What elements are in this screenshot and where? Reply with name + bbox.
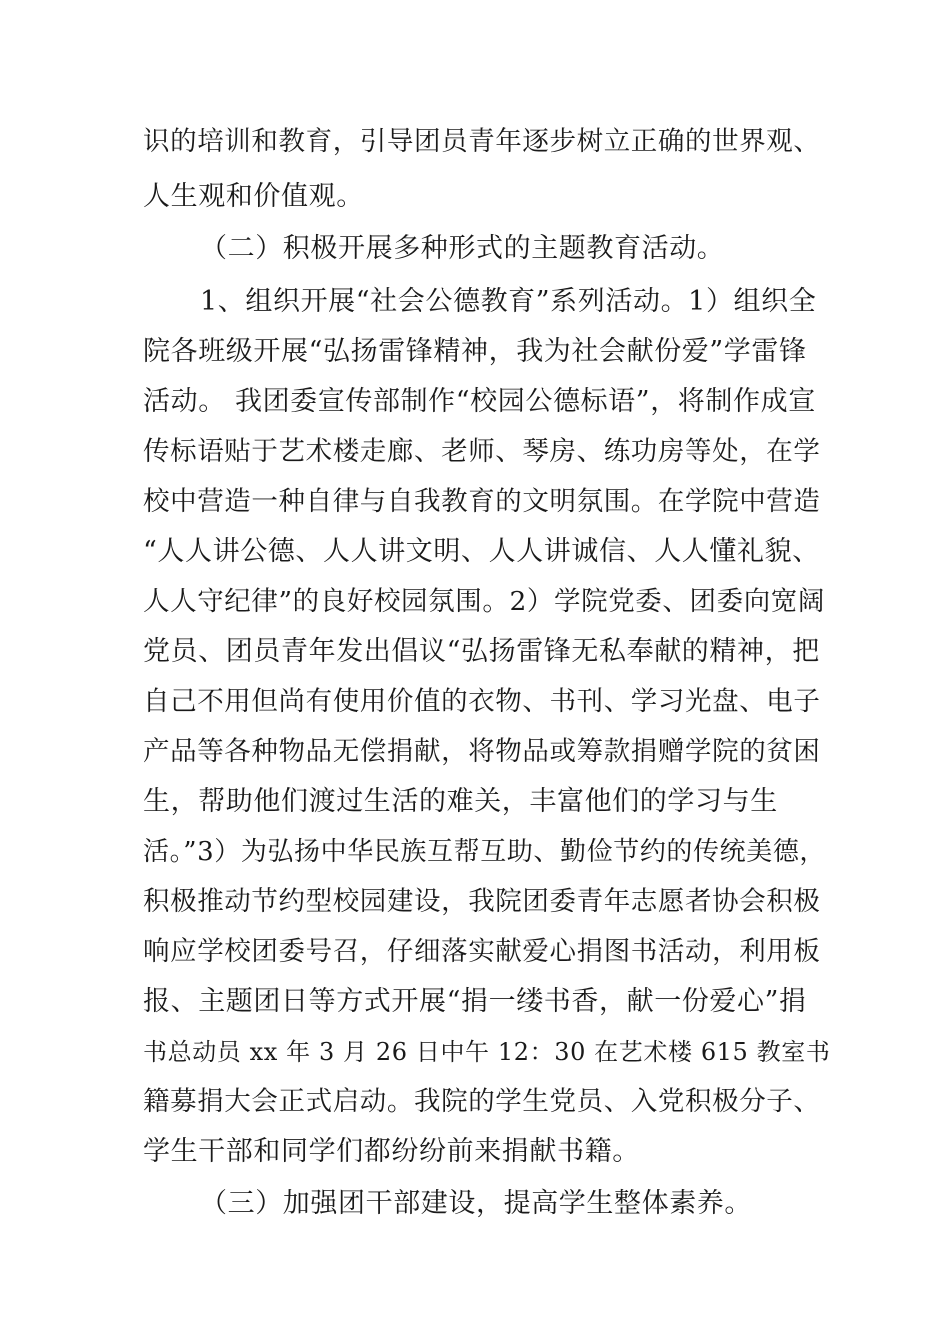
- text-line: “人人讲公德、人人讲文明、人人讲诚信、人人懂礼貌、: [143, 536, 820, 567]
- text-line: 校中营造一种自律与自我教育的文明氛围。在学院中营造: [143, 486, 821, 517]
- text-line: 积极推动节约型校园建设，我院团委青年志愿者协会积极: [143, 886, 821, 917]
- text-line: 1、组织开展“社会公德教育”系列活动。1）组织全: [200, 286, 817, 317]
- text-line: 产品等各种物品无偿捐献，将物品或筹款捐赠学院的贫困: [143, 736, 821, 767]
- text-line: 生，帮助他们渡过生活的难关，丰富他们的学习与生: [143, 786, 778, 817]
- section-heading: （三）加强团干部建设，提高学生整体素养。: [200, 1188, 752, 1219]
- text-line: 人人守纪律”的良好校园氛围。2）学院党委、团委向宽阔: [143, 586, 826, 617]
- text-line: 识的培训和教育，引导团员青年逐步树立正确的世界观、: [143, 126, 821, 157]
- text-line: 人生观和价值观。: [143, 181, 364, 212]
- text-line: 响应学校团委号召，仔细落实献爱心捐图书活动，利用板: [143, 936, 821, 967]
- section-heading: （二）积极开展多种形式的主题教育活动。: [200, 233, 725, 264]
- text-line: 传标语贴于艺术楼走廊、老师、琴房、练功房等处，在学: [143, 436, 821, 467]
- text-line: 籍募捐大会正式启动。我院的学生党员、入党积极分子、: [143, 1086, 821, 1117]
- text-line: 书总动员 xx 年 3 月 26 日中午 12：30 在艺术楼 615 教室书: [143, 1038, 831, 1066]
- text-line: 党员、团员青年发出倡议“弘扬雷锋无私奉献的精神，把: [143, 636, 820, 667]
- text-line: 自己不用但尚有使用价值的衣物、书刊、学习光盘、电子: [143, 686, 821, 717]
- text-line: 报、主题团日等方式开展“捐一缕书香，献一份爱心”捐: [143, 986, 807, 1017]
- text-line: 院各班级开展“弘扬雷锋精神，我为社会献份爱”学雷锋: [143, 336, 807, 367]
- text-line: 学生干部和同学们都纷纷前来捐献书籍。: [143, 1136, 640, 1167]
- text-line: 活。”3）为弘扬中华民族互帮互助、勤俭节约的传统美德，: [143, 837, 827, 867]
- text-line: 活动。 我团委宣传部制作“校园公德标语”，将制作成宣: [143, 386, 816, 417]
